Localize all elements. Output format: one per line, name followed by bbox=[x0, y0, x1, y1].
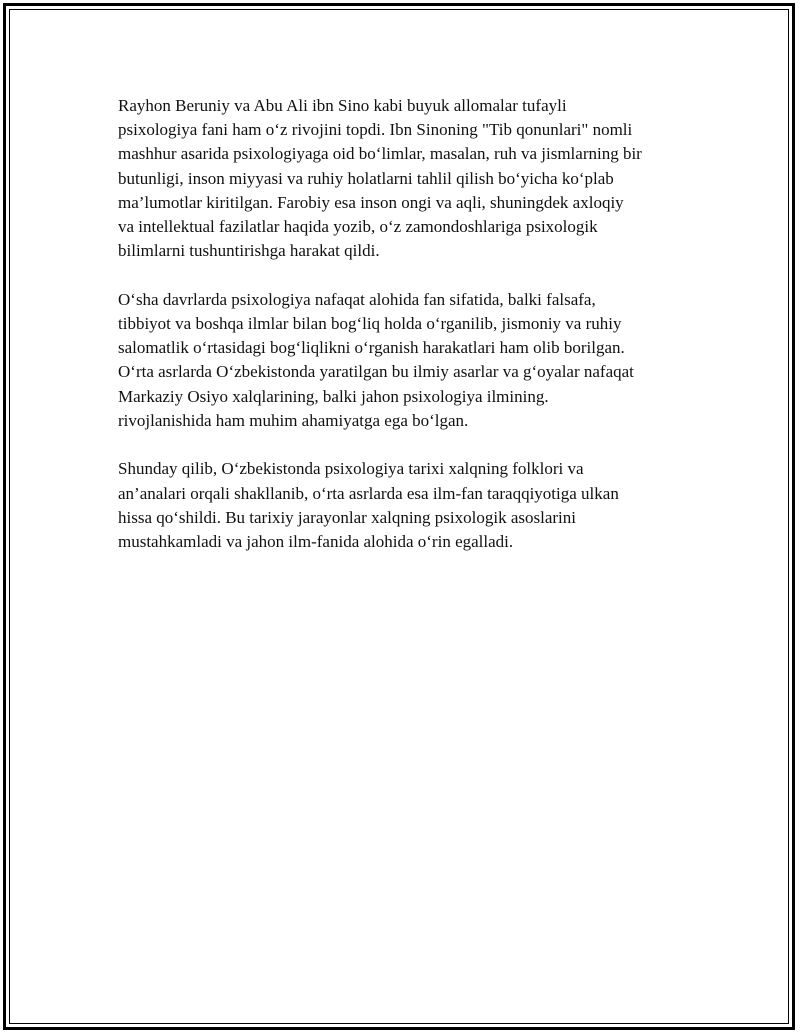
paragraph-3 bbox=[118, 457, 698, 554]
text-line: psixologiya fani ham oʻz rivojini topdi. Ibn Sinoning "Tib qonunlari" nomli bbox=[118, 120, 633, 140]
text-line: Oʻrta asrlarda Oʻzbekistonda yaratilgan bu ilmiy asarlar va gʻoyalar nafaqat bbox=[118, 362, 634, 382]
text-line: tibbiyot va boshqa ilmlar bilan bogʻliq holda oʻrganilib, jismoniy va ruhiy bbox=[118, 314, 622, 334]
text-line: ma’lumotlar kiritilgan. Farobiy esa inson ongi va aqli, shuningdek axloqiy bbox=[118, 192, 624, 212]
text-line: hissa qoʻshildi. Bu tarixiy jarayonlar xalqning psixologik asoslarini bbox=[118, 507, 576, 527]
text-line: Rayhon Beruniy va Abu Ali ibn Sino kabi buyuk allomalar tufayli bbox=[118, 96, 567, 115]
text-line: Shunday qilib, Oʻzbekistonda psixologiya tarixi xalqning folklori va bbox=[118, 459, 584, 479]
text-line: rivojlanishida ham muhim ahamiyatga ega boʻlgan. bbox=[118, 410, 469, 430]
paragraph-2 bbox=[118, 288, 698, 433]
text-line: Oʻsha davrlarda psixologiya nafaqat alohida fan sifatida, balki falsafa, bbox=[118, 289, 596, 309]
paragraph-1 bbox=[118, 94, 698, 263]
document-body bbox=[118, 94, 698, 579]
text-line: mashhur asarida psixologiyaga oid boʻlimlar, masalan, ruh va jismlarning bir bbox=[118, 144, 642, 164]
text-line: salomatlik oʻrtasidagi bogʻliqlikni oʻrganish harakatlari ham olib borilgan. bbox=[118, 338, 625, 358]
text-line: Markaziy Osiyo xalqlarining, balki jahon psixologiya ilmining. bbox=[118, 386, 549, 406]
text-line: va intellektual fazilatlar haqida yozib, oʻz zamondoshlariga psixologik bbox=[118, 217, 598, 237]
text-line: bilimlarni tushuntirishga harakat qildi. bbox=[118, 241, 380, 261]
text-line: an’analari orqali shakllanib, oʻrta asrlarda esa ilm-fan taraqqiyotiga ulkan bbox=[118, 483, 619, 503]
text-line: mustahkamladi va jahon ilm-fanida alohida oʻrin egalladi. bbox=[118, 532, 514, 552]
text-line: butunligi, inson miyyasi va ruhiy holatlarni tahlil qilish boʻyicha koʻplab bbox=[118, 168, 614, 188]
